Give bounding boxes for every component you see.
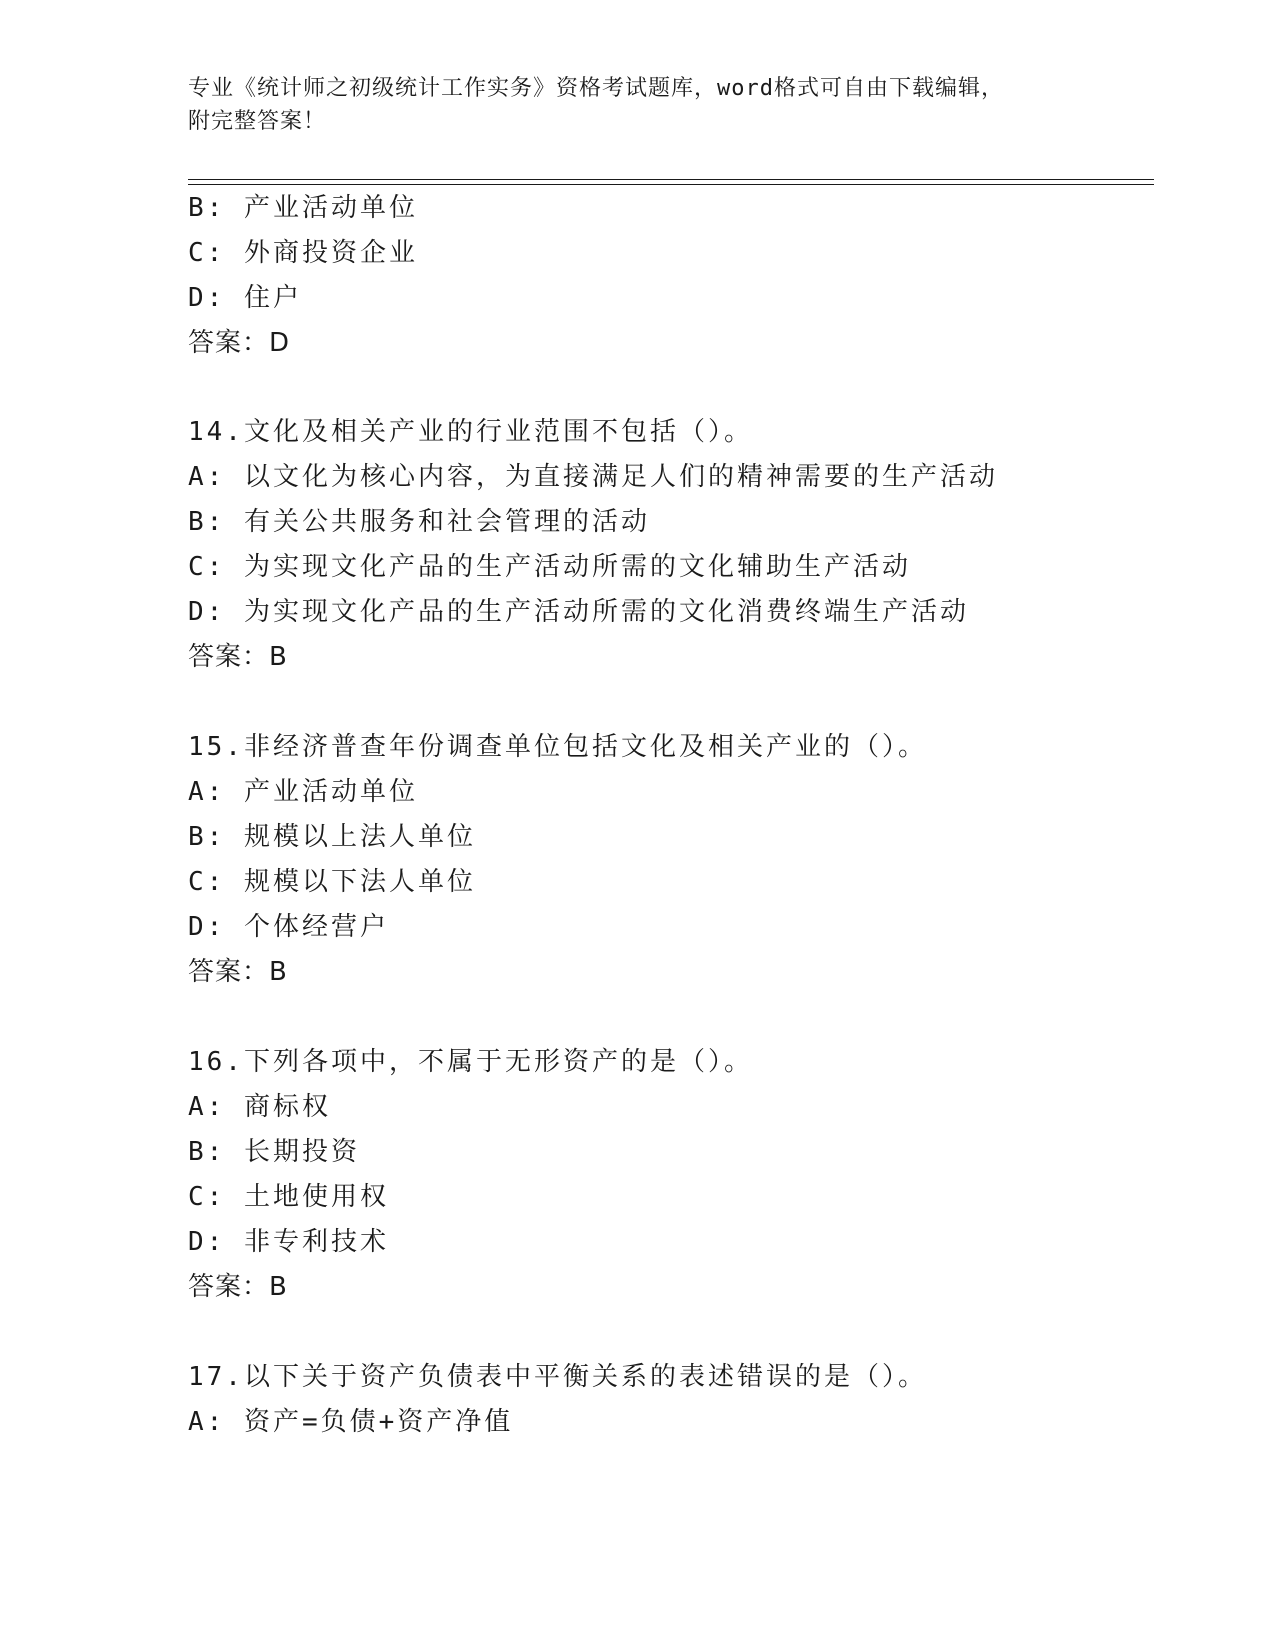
q16-stem: 16.下列各项中，不属于无形资产的是（）。 xyxy=(188,1047,753,1077)
q13-option-d: D: 住户 xyxy=(188,283,302,313)
q16-option-d: D: 非专利技术 xyxy=(188,1227,389,1257)
q16-answer: 答案：B xyxy=(188,1272,288,1302)
q15-stem: 15.非经济普查年份调查单位包括文化及相关产业的（）。 xyxy=(188,732,927,762)
q17-option-a: A: 资产=负债+资产净值 xyxy=(188,1407,514,1437)
q15-answer: 答案：B xyxy=(188,957,288,987)
header-divider-top xyxy=(188,179,1154,180)
q14-stem: 14.文化及相关产业的行业范围不包括（）。 xyxy=(188,417,753,447)
q14-answer: 答案：B xyxy=(188,642,288,672)
q14-option-a: A: 以文化为核心内容，为直接满足人们的精神需要的生产活动 xyxy=(188,462,998,492)
header-line-2: 附完整答案！ xyxy=(188,109,327,134)
q17-stem: 17.以下关于资产负债表中平衡关系的表述错误的是（）。 xyxy=(188,1362,927,1392)
q16-option-a: A: 商标权 xyxy=(188,1092,331,1122)
header-divider-bottom xyxy=(188,184,1154,185)
q14-option-d: D: 为实现文化产品的生产活动所需的文化消费终端生产活动 xyxy=(188,597,969,627)
q13-option-c: C: 外商投资企业 xyxy=(188,238,418,268)
q16-option-c: C: 土地使用权 xyxy=(188,1182,389,1212)
document-header xyxy=(188,72,1088,138)
q16-option-b: B: 长期投资 xyxy=(188,1137,360,1167)
q15-option-a: A: 产业活动单位 xyxy=(188,777,418,807)
q14-option-b: B: 有关公共服务和社会管理的活动 xyxy=(188,507,650,537)
q13-option-b: B: 产业活动单位 xyxy=(188,193,418,223)
q15-option-d: D: 个体经营户 xyxy=(188,912,389,942)
q15-option-c: C: 规模以下法人单位 xyxy=(188,867,476,897)
q14-option-c: C: 为实现文化产品的生产活动所需的文化辅助生产活动 xyxy=(188,552,911,582)
q15-option-b: B: 规模以上法人单位 xyxy=(188,822,476,852)
q13-answer: 答案：D xyxy=(188,328,291,358)
header-line-1: 专业《统计师之初级统计工作实务》资格考试题库，word格式可自由下载编辑， xyxy=(188,76,1004,101)
